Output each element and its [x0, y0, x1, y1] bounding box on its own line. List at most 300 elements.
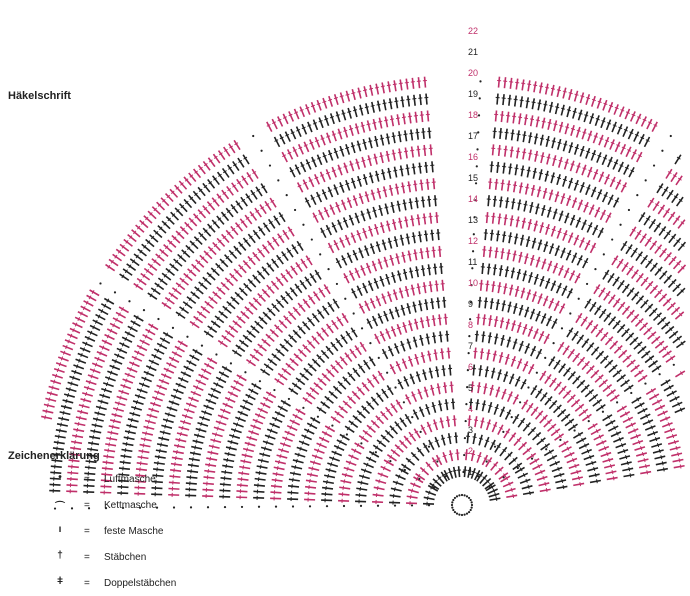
stitch [664, 429, 674, 433]
stitch-bar [569, 93, 573, 94]
stitch [355, 443, 365, 449]
stitch [589, 474, 600, 476]
stitch [412, 285, 414, 296]
stitch-bar [380, 226, 384, 227]
stitch [246, 394, 256, 399]
stitch [531, 346, 536, 356]
stitch [257, 466, 268, 468]
stitch-bar [565, 216, 569, 217]
stitch [110, 365, 120, 369]
stitch-bar [412, 236, 416, 237]
stitch-bar [513, 494, 514, 498]
stitch-bar [178, 444, 179, 448]
chain-dot [616, 401, 618, 403]
stitch [329, 243, 334, 253]
stitch [599, 135, 603, 145]
stitch [154, 463, 165, 464]
stitch-bar [279, 460, 280, 464]
stitch-bar [519, 186, 523, 187]
stitch [105, 335, 115, 340]
stitch [586, 185, 590, 195]
stitch [539, 169, 542, 180]
stitch-bar [531, 312, 535, 313]
stitch-bar [63, 411, 64, 415]
stitch-bar [365, 195, 369, 196]
stitch [604, 137, 608, 147]
stitch-bar [328, 153, 332, 154]
stitch [595, 115, 599, 125]
stitch-bar [528, 136, 532, 137]
stitch [457, 449, 458, 460]
stitch [534, 81, 536, 92]
stitch [179, 427, 190, 430]
stitch-bar [485, 370, 489, 371]
stitch [653, 450, 664, 453]
stitch [338, 494, 349, 495]
stitch [573, 108, 576, 119]
chain-dot [369, 342, 371, 344]
stitch [532, 238, 535, 249]
stitch [406, 79, 407, 90]
stitch [101, 389, 111, 392]
stitch-bar [537, 260, 541, 261]
stitch [302, 124, 306, 134]
stitch [670, 397, 680, 402]
stitch-bar [73, 376, 74, 380]
stitch [585, 240, 590, 250]
stitch [326, 169, 330, 179]
stitch [490, 440, 495, 450]
stitch-bar [488, 336, 492, 337]
stitch [608, 195, 613, 205]
stitch [365, 246, 369, 256]
stitch [112, 414, 123, 417]
stitch [288, 149, 293, 159]
stitch [109, 426, 120, 428]
stitch [231, 386, 241, 391]
stitch [579, 444, 589, 449]
stitch [527, 167, 529, 178]
stitch [591, 429, 601, 434]
stitch [546, 224, 549, 235]
stitch [253, 420, 263, 424]
stitch [575, 144, 578, 154]
stitch [459, 466, 460, 477]
stitch-bar [152, 408, 153, 412]
stitch [557, 283, 561, 293]
stitch-bar [107, 454, 108, 458]
stitch-bar [334, 188, 338, 189]
stitch [234, 381, 244, 386]
stitch [219, 372, 229, 377]
stitch [537, 477, 547, 480]
stitch [399, 131, 401, 142]
stitch [384, 186, 387, 197]
stitch-bar [396, 118, 400, 119]
chain-dot [545, 448, 547, 450]
stitch [519, 341, 523, 351]
stitch-bar [609, 105, 613, 106]
stitch [188, 465, 199, 467]
stitch [429, 196, 430, 207]
stitch-bar [538, 243, 542, 244]
stitch [263, 397, 273, 402]
stitch-bar [511, 202, 515, 203]
stitch [422, 197, 423, 208]
stitch [113, 318, 123, 323]
stitch-bar [96, 417, 97, 421]
stitch-bar [427, 425, 431, 427]
stitch [125, 431, 136, 433]
stitch [475, 416, 477, 427]
stitch-bar [394, 346, 398, 348]
stitch [612, 122, 616, 132]
stitch [466, 449, 467, 460]
stitch-bar [367, 212, 371, 213]
stitch [622, 468, 633, 470]
stitch [266, 392, 276, 398]
stitch [110, 323, 120, 328]
stitch [404, 199, 406, 210]
stitch-bar [533, 171, 537, 172]
stitch-bar [184, 420, 185, 424]
stitch [412, 392, 416, 402]
stitch-bar [638, 440, 639, 444]
stitch-bar [334, 151, 338, 152]
stitch [174, 445, 185, 447]
stitch-bar [334, 98, 338, 99]
stitch [415, 180, 417, 191]
stitch-bar [406, 307, 410, 308]
stitch [582, 450, 592, 454]
stitch [522, 486, 533, 489]
stitch [572, 477, 583, 479]
stitch [439, 246, 440, 257]
stitch [475, 348, 476, 359]
stitch [376, 171, 379, 182]
stitch [446, 399, 448, 410]
stitch [373, 261, 377, 271]
stitch [290, 167, 295, 177]
stitch-bar [552, 284, 556, 286]
stitch [421, 180, 422, 191]
stitch [608, 157, 612, 167]
stitch [495, 334, 497, 345]
stitch-bar [363, 90, 367, 91]
stitch [570, 161, 573, 171]
stitch-bar [540, 138, 544, 139]
stitch [599, 172, 603, 182]
stitch-bar [144, 437, 145, 441]
stitch [187, 361, 197, 366]
stitch-bar [307, 125, 311, 126]
stitch [517, 130, 519, 141]
stitch [513, 339, 516, 349]
stitch [485, 437, 489, 447]
stitch [532, 98, 534, 109]
stitch-bar [546, 227, 550, 228]
stitch [160, 432, 171, 435]
stitch [363, 139, 366, 150]
stitch-bar [399, 291, 403, 292]
stitch-bar [514, 99, 518, 100]
stitch [513, 113, 514, 124]
stitch [54, 369, 64, 372]
stitch-bar [427, 268, 431, 269]
stitch [640, 472, 651, 474]
stitch [384, 257, 387, 267]
stitch-bar [404, 151, 408, 152]
stitch [591, 187, 595, 197]
stitch [398, 201, 400, 212]
stitch [378, 259, 382, 269]
stitch-bar [573, 458, 574, 462]
stitch-bar [377, 486, 378, 490]
stitch [434, 420, 437, 430]
stitch-bar [365, 107, 369, 108]
chain-dot [628, 209, 630, 211]
stitch [341, 93, 344, 104]
stitch-bar [612, 470, 613, 474]
stitch [340, 481, 351, 483]
stitch [518, 473, 528, 478]
stitch [476, 331, 477, 342]
stitch [306, 159, 311, 169]
stitch-bar [563, 179, 567, 180]
stitch [509, 95, 510, 106]
stitch-bar [126, 442, 127, 446]
stitch [334, 185, 338, 195]
chain-dot [468, 511, 470, 513]
stitch [516, 286, 519, 297]
stitch-bar [401, 344, 405, 345]
stitch [633, 441, 643, 445]
stitch [414, 95, 415, 106]
stitch [332, 451, 342, 455]
stitch-bar [347, 111, 351, 112]
chain-dot [673, 364, 675, 366]
chain-dot [619, 224, 621, 226]
stitch [603, 459, 614, 462]
stitch-bar [629, 467, 630, 471]
stitch [546, 136, 549, 147]
chain-dot [302, 407, 304, 409]
legend-label-treble: Doppelstäbchen [104, 578, 176, 589]
stitch [597, 189, 601, 199]
stitch-bar [355, 127, 359, 128]
stitch [314, 449, 324, 453]
stitch-bar [83, 348, 85, 352]
stitch-bar [605, 140, 609, 141]
stitch-bar [95, 363, 96, 367]
stitch [551, 85, 553, 96]
stitch-bar [532, 102, 536, 103]
stitch [255, 414, 265, 418]
stitch-bar [530, 119, 534, 120]
chain-dot [114, 291, 116, 293]
stitch [492, 281, 494, 292]
stitch [528, 326, 532, 336]
stitch-bar [580, 96, 584, 97]
stitch [606, 213, 611, 223]
stitch [426, 491, 436, 495]
chain-dot [588, 420, 590, 422]
stitch [450, 450, 452, 461]
stitch-bar [390, 206, 394, 207]
stitch [213, 383, 223, 388]
stitch-bar [543, 104, 547, 105]
stitch-bar [384, 207, 388, 208]
stitch-bar [419, 183, 423, 184]
stitch [673, 459, 684, 461]
stitch-bar [518, 362, 522, 364]
stitch-bar [581, 149, 585, 150]
stitch [378, 188, 381, 199]
stitch [148, 409, 159, 412]
stitch [478, 314, 479, 325]
stitch-bar [326, 172, 330, 173]
stitch-bar [488, 319, 492, 320]
stitch [505, 146, 506, 157]
stitch-bar [124, 384, 125, 388]
stitch-bar [294, 472, 295, 476]
stitch [528, 219, 531, 230]
stitch-bar [541, 470, 543, 474]
stitch-bar [384, 120, 388, 121]
stitch [306, 104, 310, 114]
stitch [235, 417, 245, 421]
stitch-bar [523, 274, 527, 275]
stitch [139, 451, 150, 453]
stitch [544, 296, 548, 306]
stitch [567, 106, 570, 117]
stitch [358, 88, 361, 99]
stitch [406, 395, 411, 405]
stitch [421, 425, 426, 435]
stitch-bar [386, 137, 390, 138]
stitch [418, 214, 420, 225]
stitch [580, 146, 584, 156]
stitch-bar [546, 281, 550, 282]
stitch-bar [380, 138, 384, 139]
stitch-bar [421, 269, 425, 270]
stitch-bar [540, 226, 544, 227]
chain-dot [471, 267, 473, 269]
stitch [506, 129, 507, 140]
stitch-bar [569, 146, 573, 147]
stitch-bar [372, 122, 376, 123]
stitch [172, 352, 182, 357]
round-number: 13 [468, 215, 478, 225]
stitch [427, 111, 428, 122]
stitch-bar [133, 412, 134, 416]
stitch-bar [270, 429, 271, 433]
stitch-bar [402, 362, 406, 364]
stitch-bar [195, 445, 196, 449]
stitch [323, 98, 327, 108]
stitch-bar [117, 407, 118, 411]
stitch-bar [359, 108, 363, 109]
stitch [121, 456, 132, 458]
stitch [333, 131, 337, 141]
stitch-bar [491, 285, 495, 286]
stitch [352, 89, 355, 100]
stitch [354, 106, 357, 117]
stitch-bar [336, 115, 340, 116]
stitch [606, 471, 617, 473]
stitch [508, 392, 512, 402]
stitch-bar [620, 110, 624, 112]
stitch-bar [432, 405, 436, 406]
treble-crochet-icon: ǂ [52, 576, 68, 594]
stitch [243, 449, 254, 452]
stitch [381, 152, 383, 163]
stitch [78, 312, 88, 317]
stitch [323, 481, 334, 483]
stitch-bar [386, 154, 390, 155]
stitch-bar [579, 203, 583, 204]
stitch-bar [524, 204, 528, 205]
stitch-bar [283, 443, 284, 447]
stitch [440, 331, 441, 342]
stitch-bar [364, 469, 365, 473]
stitch-bar [374, 281, 378, 282]
stitch-bar [514, 168, 518, 169]
stitch [265, 435, 275, 439]
stitch-bar [560, 214, 564, 215]
stitch [325, 426, 335, 432]
legend-equals: = [84, 526, 90, 537]
stitch [563, 141, 566, 152]
stitch-bar [679, 458, 680, 462]
stitch-bar [394, 101, 398, 102]
stitch-bar [426, 320, 430, 321]
stitch-bar [414, 357, 418, 358]
stitch [60, 412, 71, 414]
stitch [563, 88, 566, 99]
stitch-bar [359, 197, 363, 198]
stitch [363, 228, 367, 238]
stitch-bar [558, 142, 562, 143]
stitch-bar [366, 266, 370, 267]
stitch [398, 379, 403, 389]
stitch [88, 375, 98, 379]
stitch [60, 351, 70, 355]
stitch-bar [664, 467, 665, 471]
chain-dot [486, 460, 488, 462]
stitch [418, 389, 422, 399]
stitch [626, 147, 631, 157]
stitch [322, 488, 333, 489]
stitch-bar [487, 423, 491, 424]
stitch [628, 129, 633, 139]
round-number: 16 [468, 152, 478, 162]
stitch [545, 171, 548, 182]
round-number: 4 [468, 404, 473, 414]
stitch-bar [148, 420, 149, 424]
stitch [98, 401, 109, 404]
stitch [369, 226, 372, 236]
chain-dot [488, 486, 490, 488]
stitch-bar [441, 438, 445, 439]
stitch [379, 118, 381, 129]
stitch-bar [644, 458, 645, 462]
stitch-bar [437, 387, 441, 388]
stitch-bar [413, 253, 417, 254]
stitch [445, 314, 446, 325]
stitch-bar [394, 240, 398, 241]
stitch [523, 324, 527, 334]
